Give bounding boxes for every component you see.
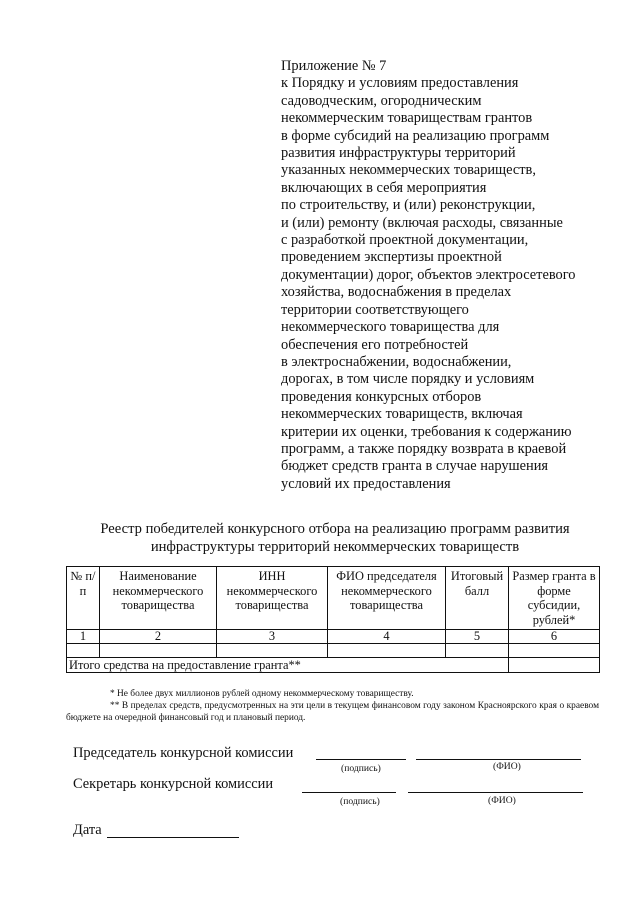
table-row [67,644,600,658]
appendix-line: в электроснабжении, водоснабжении, [281,353,512,370]
table-header-row [67,567,600,630]
column-number: 1 [67,630,100,644]
column-number: 4 [328,630,446,644]
total-label: Итого средства на предоставление гранта** [67,658,509,673]
date-label: Дата [73,822,102,838]
appendix-line: проведением экспертизы проектной [281,249,502,266]
appendix-line: документации) дорог, объектов электросетевого [281,266,576,283]
appendix-line: с разработкой проектной документации, [281,232,529,249]
title-line-1: Реестр победителей конкурсного отбора на реализацию программ развития [100,521,570,537]
table-total-row [67,658,600,673]
secretary-label: Секретарь конкурсной комиссии [73,776,274,792]
footnotes [66,688,599,724]
table-cell [100,644,217,658]
appendix-line: некоммерческого товарищества для [281,319,500,336]
appendix-line: садоводческим, огородническим [281,92,482,109]
secretary-name-line [408,792,583,793]
appendix-line: территории соответствующего [281,301,469,318]
header-number: № п/п [67,567,100,630]
chairman-signature-caption: (подпись) [341,763,381,774]
footnote-1: * Не более двух миллионов рублей одному некоммерческому товариществу. [110,689,414,699]
title-line-2: инфраструктуры территорий некоммерческих товариществ [150,539,520,555]
appendix-line: по строительству, и (или) реконструкции, [281,197,536,214]
appendix-line: хозяйства, водоснабжения в пределах [281,284,512,301]
chairman-label: Председатель конкурсной комиссии [73,745,294,761]
chairman-name-line [416,759,581,760]
appendix-line: дорогах, в том числе порядку и условиям [281,371,535,388]
column-number: 6 [509,630,600,644]
chairman-signature-line [316,759,406,760]
appendix-line: Приложение № 7 [281,58,387,74]
chairman-name-caption: (ФИО) [493,761,521,772]
appendix-line: некоммерческих товариществ, включая [281,406,523,423]
appendix-line: бюджет средств гранта в случае нарушения [281,458,549,475]
appendix-line: условий их предоставления [281,475,451,492]
secretary-signature-caption: (подпись) [340,796,380,807]
column-number: 3 [217,630,328,644]
header-inn: ИНН некоммерческого товарищества [217,567,328,630]
table-cell [217,644,328,658]
column-number: 5 [446,630,509,644]
appendix-line: в форме субсидий на реализацию программ [281,127,550,144]
appendix-line: к Порядку и условиям предоставления [281,75,519,92]
appendix-line: развития инфраструктуры территорий [281,145,516,162]
footnote-2: ** В пределах средств, предусмотренных на эти цели в текущем финансовом году законом Красноярского края о краевом бюджете на очередной финансовый год и плановый период. [66,701,599,723]
appendix-line: проведения конкурсных отборов [281,388,482,405]
appendix-block [281,58,621,493]
header-partnership-name: Наименование некоммерческого товарищества [100,567,217,630]
total-value-cell [509,658,600,673]
header-grant-amount: Размер гранта в форме субсидии, рублей* [509,567,600,630]
appendix-line: программ, а также порядку возврата в краевой [281,440,567,457]
winners-registry-table [66,566,600,673]
column-number: 2 [100,630,217,644]
appendix-line: критерии их оценки, требования к содержанию [281,423,572,440]
appendix-line: включающих в себя мероприятия [281,179,487,196]
date-line [107,837,239,838]
table-cell [509,644,600,658]
table-cell [67,644,100,658]
appendix-line: некоммерческим товариществам грантов [281,110,533,127]
table-column-number-row [67,630,600,644]
appendix-line: и (или) ремонту (включая расходы, связанные [281,214,563,231]
appendix-line: обеспечения его потребностей [281,336,469,353]
secretary-name-caption: (ФИО) [488,795,516,806]
secretary-signature-line [302,792,396,793]
table-cell [446,644,509,658]
header-final-score: Итоговый балл [446,567,509,630]
header-chairman-name: ФИО председателя некоммерческого товарищества [328,567,446,630]
appendix-line: указанных некоммерческих товариществ, [281,162,536,179]
document-title [40,520,630,556]
table-cell [328,644,446,658]
